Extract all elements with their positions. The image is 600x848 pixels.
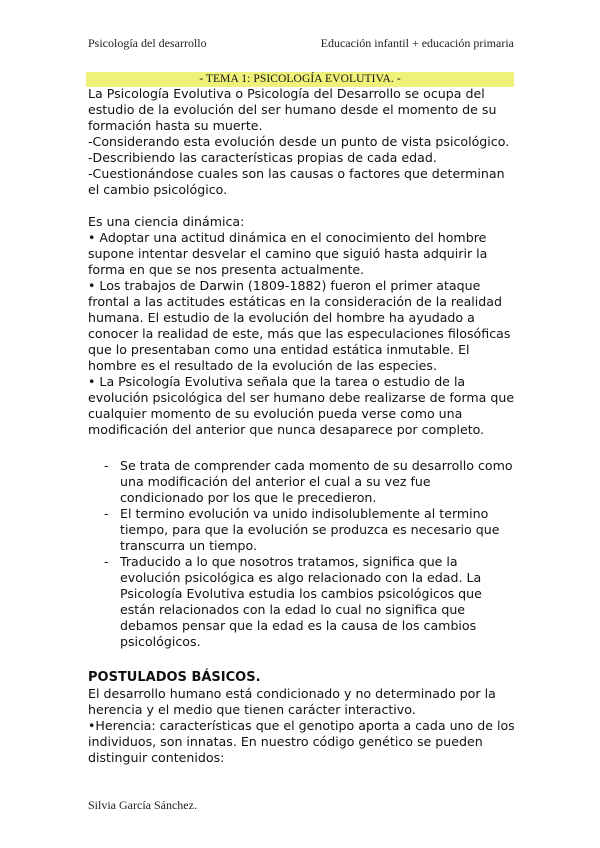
dynamic-lead: Es una ciencia dinámica: bbox=[88, 214, 245, 229]
dash-item bbox=[88, 506, 516, 554]
dash-marker: - bbox=[104, 458, 109, 473]
page-header bbox=[88, 36, 514, 51]
bullet-item: • Adoptar una actitud dinámica en el conocimiento del hombre supone intentar desvelar el camino que siguió hasta adquirir la forma en que se nos presenta actualmente. bbox=[88, 230, 488, 277]
postulados-paragraph: •Herencia: características que el genotipo aporta a cada uno de los individuos, son innatas. En nuestro código genético se pueden distinguir contenidos: bbox=[88, 718, 515, 765]
dash-marker: - bbox=[104, 506, 109, 521]
page-footer: Silvia García Sánchez. bbox=[88, 798, 197, 812]
document-body bbox=[88, 86, 516, 766]
spacer bbox=[88, 198, 516, 214]
header-right: Educación infantil + educación primaria bbox=[320, 36, 514, 50]
dash-item-text: El termino evolución va unido indisolublemente al termino tiempo, para que la evolución se produzca es necesario que transcurra un tiempo. bbox=[120, 506, 500, 553]
section-heading: POSTULADOS BÁSICOS. bbox=[88, 670, 261, 685]
intro-paragraph: La Psicología Evolutiva o Psicología del Desarrollo se ocupa del estudio de la evolución del ser humano desde el momento de su formación hasta su muerte. bbox=[88, 86, 497, 133]
dash-item bbox=[88, 554, 516, 650]
dash-item bbox=[88, 458, 516, 506]
bullet-item: • La Psicología Evolutiva señala que la tarea o estudio de la evolución psicológica del ser humano debe realizarse de forma que cualquier momento de su evolución pueda verse como una modificación del anterior que nunca desaparece por completo. bbox=[88, 374, 515, 437]
intro-line: -Cuestionándose cuales son las causas o factores que determinan el cambio psicológico. bbox=[88, 166, 505, 197]
intro-line: -Considerando esta evolución desde un punto de vista psicológico. bbox=[88, 134, 510, 149]
spacer bbox=[88, 650, 516, 670]
topic-title: - TEMA 1: PSICOLOGÍA EVOLUTIVA. - bbox=[86, 72, 514, 87]
postulados-paragraph: El desarrollo humano está condicionado y no determinado por la herencia y el medio que tienen carácter interactivo. bbox=[88, 686, 496, 717]
dash-marker: - bbox=[104, 554, 109, 569]
intro-line: -Describiendo las características propias de cada edad. bbox=[88, 150, 437, 165]
dash-list bbox=[88, 458, 516, 650]
spacer bbox=[88, 438, 516, 458]
dash-item-text: Se trata de comprender cada momento de su desarrollo como una modificación del anterior el cual a su vez fue condicionado por los que le precedieron. bbox=[120, 458, 513, 505]
dash-item-text: Traducido a lo que nosotros tratamos, significa que la evolución psicológica es algo relacionado con la edad. La Psicología Evolutiva estudia los cambios psicológicos que están relacionados con la edad lo cual no significa que debamos pensar que la edad es la causa de los cambios psicológicos. bbox=[120, 554, 482, 649]
bullet-item: • Los trabajos de Darwin (1809-1882) fueron el primer ataque frontal a las actitudes estáticas en la consideración de la realidad humana. El estudio de la evolución del hombre ha ayudado a conocer la realidad de este, más que las especulaciones filosóficas que lo presentaban como una entidad estática inmutable. El hombre es el resultado de la evolución de las especies. bbox=[88, 278, 511, 373]
header-left: Psicología del desarrollo bbox=[88, 36, 207, 50]
